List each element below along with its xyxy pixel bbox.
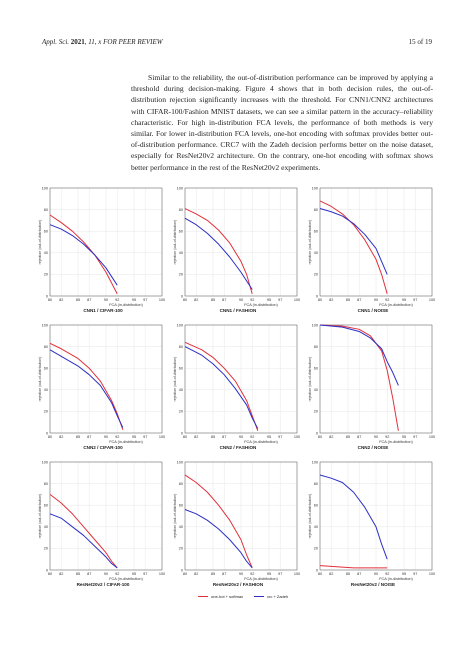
chart-svg — [38, 184, 168, 308]
x-tick-label: 80 — [182, 435, 188, 439]
x-tick-label: 82 — [194, 572, 199, 576]
y-tick-label: 40 — [178, 251, 183, 256]
y-tick-label: 80 — [43, 344, 48, 349]
x-tick-label: 95 — [401, 572, 407, 576]
x-tick-label: 92 — [115, 298, 120, 302]
page-number: 15 of 19 — [408, 38, 432, 46]
x-tick-label: 80 — [47, 572, 53, 576]
x-tick-label: 82 — [59, 435, 64, 439]
x-tick-label: 85 — [345, 435, 351, 439]
x-tick-label: 92 — [250, 435, 255, 439]
x-tick-label: 87 — [222, 435, 227, 439]
series-line-softmax — [185, 209, 252, 294]
x-tick-label: 82 — [329, 572, 334, 576]
y-tick-label: 20 — [313, 272, 318, 277]
y-tick-label: 40 — [313, 525, 318, 530]
chart-title: CNN1 / FASHION — [219, 308, 257, 313]
series-line-zadeh — [185, 510, 252, 568]
y-tick-label: 100 — [176, 186, 183, 191]
series-line-softmax — [185, 342, 258, 431]
series-line-zadeh — [50, 225, 117, 285]
y-tick-label: 60 — [43, 503, 48, 508]
y-axis-label: rejection (out-of-distribution) — [308, 493, 312, 539]
y-tick-label: 0 — [45, 568, 48, 573]
y-tick-label: 40 — [178, 388, 183, 393]
legend-label-softmax: one-hot + softmax — [211, 594, 244, 599]
y-tick-label: 100 — [41, 460, 48, 465]
x-tick-label: 92 — [385, 435, 390, 439]
chart-title: CNN1 / NOISE — [357, 308, 389, 313]
chart-svg — [38, 458, 168, 582]
chart-svg — [38, 321, 168, 445]
y-tick-label: 20 — [43, 546, 48, 551]
y-tick-label: 60 — [313, 229, 318, 234]
series-line-softmax — [50, 215, 117, 294]
y-tick-label: 80 — [313, 344, 318, 349]
x-tick-label: 85 — [75, 435, 81, 439]
chart-title: ResNet20v2 / CIFAR-100 — [76, 582, 130, 587]
y-tick-label: 80 — [178, 207, 183, 212]
y-tick-label: 0 — [315, 294, 318, 299]
y-tick-label: 100 — [176, 460, 183, 465]
x-tick-label: 90 — [103, 435, 109, 439]
y-tick-label: 40 — [313, 251, 318, 256]
x-tick-label: 97 — [278, 572, 283, 576]
x-tick-label: 87 — [357, 435, 362, 439]
x-tick-label: 97 — [143, 572, 148, 576]
y-tick-label: 100 — [311, 460, 318, 465]
x-tick-label: 95 — [266, 435, 272, 439]
y-tick-label: 60 — [178, 229, 183, 234]
chart-title: CNN2 / FASHION — [219, 445, 257, 450]
y-tick-label: 100 — [41, 186, 48, 191]
y-tick-label: 80 — [313, 207, 318, 212]
series-line-zadeh — [320, 475, 387, 559]
chart-panel — [173, 184, 303, 318]
y-tick-label: 0 — [315, 568, 318, 573]
y-tick-label: 60 — [178, 366, 183, 371]
x-axis-label: FCA (in-distribution) — [244, 303, 278, 307]
x-tick-label: 80 — [182, 298, 188, 302]
x-tick-label: 95 — [131, 298, 137, 302]
x-tick-label: 97 — [278, 298, 283, 302]
y-tick-label: 80 — [43, 207, 48, 212]
y-tick-label: 40 — [43, 525, 48, 530]
chart-svg — [308, 321, 438, 445]
x-tick-label: 92 — [385, 572, 390, 576]
x-tick-label: 80 — [182, 572, 188, 576]
x-tick-label: 87 — [87, 435, 92, 439]
y-axis-label: rejection (out-of-distribution) — [308, 356, 312, 402]
x-tick-label: 100 — [158, 435, 166, 439]
y-axis-label: rejection (out-of-distribution) — [173, 219, 177, 265]
x-tick-label: 100 — [293, 298, 301, 302]
y-axis-label: rejection (out-of-distribution) — [38, 219, 42, 265]
y-tick-label: 100 — [311, 186, 318, 191]
x-tick-label: 87 — [87, 298, 92, 302]
x-tick-label: 87 — [357, 298, 362, 302]
chart-title: CNN2 / CIFAR-100 — [83, 445, 123, 450]
x-tick-label: 80 — [317, 435, 323, 439]
chart-panel — [308, 321, 438, 455]
chart-svg — [173, 458, 303, 582]
legend-label-zadeh: crc + Zadeh — [267, 594, 289, 599]
figure-4-grid — [38, 184, 438, 604]
x-tick-label: 92 — [115, 435, 120, 439]
series-line-zadeh — [50, 514, 117, 568]
legend-item-softmax — [198, 594, 243, 599]
x-tick-label: 85 — [345, 298, 351, 302]
x-tick-label: 82 — [194, 298, 199, 302]
x-tick-label: 95 — [266, 572, 272, 576]
y-tick-label: 0 — [180, 431, 183, 436]
x-tick-label: 80 — [317, 572, 323, 576]
y-tick-label: 0 — [180, 568, 183, 573]
series-line-zadeh — [185, 218, 252, 289]
x-tick-label: 82 — [59, 572, 64, 576]
y-tick-label: 60 — [178, 503, 183, 508]
series-line-softmax — [320, 201, 387, 294]
y-tick-label: 40 — [43, 251, 48, 256]
x-tick-label: 90 — [103, 298, 109, 302]
x-tick-label: 97 — [278, 435, 283, 439]
y-tick-label: 60 — [313, 366, 318, 371]
x-axis-label: FCA (in-distribution) — [379, 577, 413, 581]
series-line-zadeh — [320, 209, 387, 275]
series-line-zadeh — [50, 350, 123, 428]
x-tick-label: 92 — [115, 572, 120, 576]
y-tick-label: 20 — [313, 546, 318, 551]
x-tick-label: 80 — [47, 435, 53, 439]
chart-panel — [38, 184, 168, 318]
x-tick-label: 90 — [103, 572, 109, 576]
y-tick-label: 100 — [311, 323, 318, 328]
x-tick-label: 85 — [345, 572, 351, 576]
x-axis-label: FCA (in-distribution) — [244, 440, 278, 444]
y-axis-label: rejection (out-of-distribution) — [173, 356, 177, 402]
y-axis-label: rejection (out-of-distribution) — [38, 356, 42, 402]
x-tick-label: 85 — [75, 298, 81, 302]
y-tick-label: 0 — [180, 294, 183, 299]
x-tick-label: 82 — [59, 298, 64, 302]
x-tick-label: 82 — [329, 435, 334, 439]
x-tick-label: 97 — [143, 435, 148, 439]
legend-line-zadeh — [254, 596, 264, 597]
legend-line-softmax — [198, 596, 208, 597]
x-tick-label: 95 — [266, 298, 272, 302]
figure-legend — [198, 594, 298, 608]
chart-title: CNN1 / CIFAR-100 — [83, 308, 123, 313]
x-tick-label: 100 — [158, 298, 166, 302]
x-tick-label: 90 — [238, 435, 244, 439]
x-tick-label: 97 — [413, 572, 418, 576]
chart-svg — [308, 458, 438, 582]
y-axis-label: rejection (out-of-distribution) — [38, 493, 42, 539]
y-axis-label: rejection (out-of-distribution) — [308, 219, 312, 265]
y-tick-label: 80 — [178, 481, 183, 486]
journal-citation: Appl. Sci. 2021, 11, x FOR PEER REVIEW — [42, 38, 163, 46]
chart-title: ResNet20v2 / FASHION — [212, 582, 264, 587]
x-tick-label: 85 — [210, 298, 216, 302]
x-tick-label: 85 — [210, 572, 216, 576]
x-tick-label: 90 — [373, 435, 379, 439]
series-line-zadeh — [185, 347, 258, 429]
y-tick-label: 0 — [315, 431, 318, 436]
x-tick-label: 92 — [250, 572, 255, 576]
y-tick-label: 20 — [178, 409, 183, 414]
x-axis-label: FCA (in-distribution) — [109, 577, 143, 581]
y-axis-label: rejection (out-of-distribution) — [173, 493, 177, 539]
x-tick-label: 90 — [238, 298, 244, 302]
y-tick-label: 80 — [43, 481, 48, 486]
chart-svg — [173, 321, 303, 445]
x-tick-label: 100 — [293, 435, 301, 439]
y-tick-label: 20 — [313, 409, 318, 414]
chart-svg — [308, 184, 438, 308]
x-tick-label: 95 — [401, 435, 407, 439]
y-tick-label: 60 — [43, 366, 48, 371]
x-tick-label: 92 — [385, 298, 390, 302]
x-tick-label: 100 — [293, 572, 301, 576]
y-tick-label: 80 — [178, 344, 183, 349]
x-tick-label: 87 — [222, 572, 227, 576]
x-tick-label: 100 — [428, 298, 436, 302]
x-tick-label: 80 — [317, 298, 323, 302]
x-axis-label: FCA (in-distribution) — [244, 577, 278, 581]
x-tick-label: 82 — [194, 435, 199, 439]
x-tick-label: 85 — [75, 572, 81, 576]
x-axis-label: FCA (in-distribution) — [109, 440, 143, 444]
y-tick-label: 40 — [43, 388, 48, 393]
chart-panel — [38, 321, 168, 455]
y-tick-label: 0 — [45, 431, 48, 436]
y-tick-label: 20 — [178, 272, 183, 277]
chart-panel — [308, 458, 438, 592]
chart-title: ResNet20v2 / NOISE — [350, 582, 396, 587]
y-tick-label: 80 — [313, 481, 318, 486]
x-tick-label: 82 — [329, 298, 334, 302]
chart-svg — [173, 184, 303, 308]
x-axis-label: FCA (in-distribution) — [379, 440, 413, 444]
y-tick-label: 100 — [176, 323, 183, 328]
page-header — [42, 38, 432, 50]
x-tick-label: 97 — [143, 298, 148, 302]
x-tick-label: 95 — [401, 298, 407, 302]
x-tick-label: 95 — [131, 435, 137, 439]
x-tick-label: 87 — [357, 572, 362, 576]
x-tick-label: 100 — [428, 572, 436, 576]
y-tick-label: 60 — [43, 229, 48, 234]
chart-panel — [173, 458, 303, 592]
chart-panel — [38, 458, 168, 592]
series-line-softmax — [320, 566, 387, 568]
chart-title: CNN2 / NOISE — [357, 445, 389, 450]
x-tick-label: 87 — [222, 298, 227, 302]
x-tick-label: 100 — [428, 435, 436, 439]
x-tick-label: 90 — [373, 298, 379, 302]
x-tick-label: 85 — [210, 435, 216, 439]
y-tick-label: 20 — [178, 546, 183, 551]
y-tick-label: 0 — [45, 294, 48, 299]
x-axis-label: FCA (in-distribution) — [109, 303, 143, 307]
x-tick-label: 97 — [413, 435, 418, 439]
x-tick-label: 95 — [131, 572, 137, 576]
x-tick-label: 100 — [158, 572, 166, 576]
paragraph-text: Similar to the reliability, the out-of-distribution performance can be improved by applying a threshold during decision-making. Figure 4 shows that in both decision rules, the out-of-distribution rejection significantly increases with the threshold. For CNN1/CNN2 architectures with CIFAR-100/Fashion MNIST datasets, we can see a similar pattern in the accuracy–reliability characteristic. For high in-distribution FCA levels, the performance of both methods is very similar. For lower in-distribution FCA levels, one-hot encoding with softmax provides better out-of-distribution performance. CRC7 with the Zadeh decision performs better on the noise dataset, especially for ResNet20v2 architecture. On the contrary, one-hot encoding with softmax shows better performance in the rest of the ResNet20v2 experiments. — [131, 73, 433, 172]
legend-item-zadeh — [254, 594, 288, 599]
chart-panel — [308, 184, 438, 318]
y-tick-label: 20 — [43, 272, 48, 277]
chart-panel — [173, 321, 303, 455]
y-tick-label: 100 — [41, 323, 48, 328]
y-tick-label: 40 — [178, 525, 183, 530]
body-paragraph — [131, 72, 433, 173]
y-tick-label: 20 — [43, 409, 48, 414]
y-tick-label: 60 — [313, 503, 318, 508]
x-axis-label: FCA (in-distribution) — [379, 303, 413, 307]
x-tick-label: 97 — [413, 298, 418, 302]
x-tick-label: 90 — [373, 572, 379, 576]
x-tick-label: 90 — [238, 572, 244, 576]
y-tick-label: 40 — [313, 388, 318, 393]
x-tick-label: 80 — [47, 298, 53, 302]
x-tick-label: 87 — [87, 572, 92, 576]
x-tick-label: 92 — [250, 298, 255, 302]
